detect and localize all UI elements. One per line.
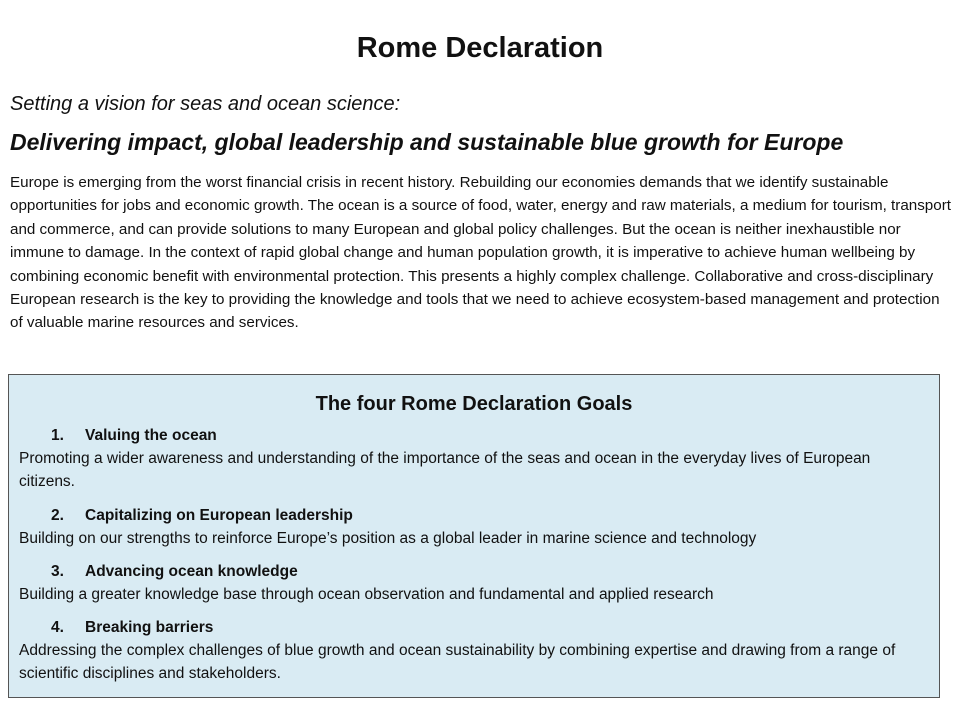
document-subtitle: Setting a vision for seas and ocean science: <box>10 93 401 115</box>
intro-paragraph: Europe is emerging from the worst financial crisis in recent history. Rebuilding our economies demands that we identify sustainable opportunities for jobs and economic growth. The ocean is a source of food, water, energy and raw materials, a medium for tourism, transport and commerce, and can provide solutions to many European and global policy challenges. But the ocean is neither inexhaustible nor immune to damage. In the context of rapid global change and human population growth, it is imperative to achieve human wellbeing by combining economic benefit with environmental protection. This presents a highly complex challenge. Collaborative and cross-disciplinary European research is the key to providing the knowledge and tools that we need to achieve ecosystem-based management and protection of valuable marine resources and services. <box>10 174 951 332</box>
goal-heading <box>19 505 929 527</box>
goal-description: Building a greater knowledge base through ocean observation and fundamental and applied research <box>19 586 714 603</box>
goal-item-3 <box>19 561 929 606</box>
goal-item-2 <box>19 505 929 550</box>
goal-description: Promoting a wider awareness and understanding of the importance of the seas and ocean in the everyday lives of European citizens. <box>19 450 871 490</box>
goals-box <box>8 374 940 698</box>
goal-heading <box>19 561 929 583</box>
goals-box-title: The four Rome Declaration Goals <box>315 393 633 415</box>
document-headline: Delivering impact, global leadership and sustainable blue growth for Europe <box>10 129 844 155</box>
goal-number: 1. <box>51 427 64 444</box>
goal-heading-text: Valuing the ocean <box>85 427 217 444</box>
goal-heading-text: Advancing ocean knowledge <box>85 563 298 580</box>
goal-item-4 <box>19 617 929 685</box>
goal-number: 3. <box>51 563 64 580</box>
goal-heading-text: Breaking barriers <box>85 619 214 636</box>
goal-heading-text: Capitalizing on European leadership <box>85 507 353 524</box>
goal-number: 2. <box>51 507 64 524</box>
goal-item-1 <box>19 425 929 493</box>
document-title: Rome Declaration <box>356 32 604 64</box>
goal-description: Building on our strengths to reinforce Europe’s position as a global leader in marine science and technology <box>19 530 757 547</box>
goal-heading <box>19 425 929 447</box>
goal-number: 4. <box>51 619 64 636</box>
goal-description: Addressing the complex challenges of blue growth and ocean sustainability by combining expertise and drawing from a range of scientific disciplines and stakeholders. <box>19 642 896 682</box>
goal-heading <box>19 617 929 639</box>
